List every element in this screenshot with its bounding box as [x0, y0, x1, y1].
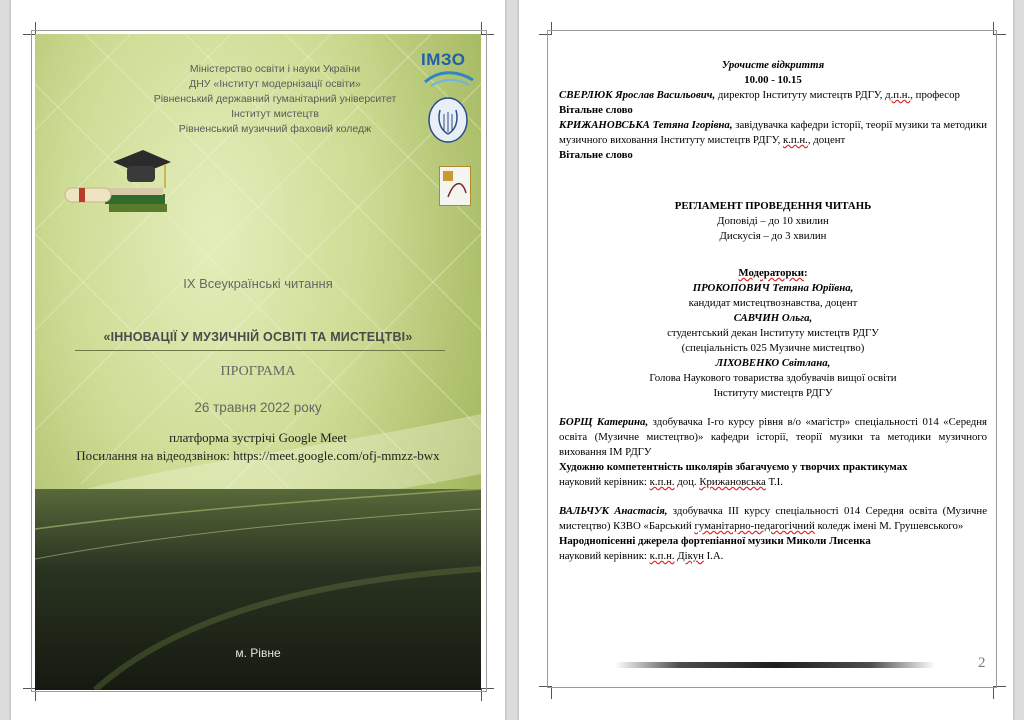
institution-line: Міністерство освіти і науки України: [189, 63, 361, 75]
moderators-heading-text: Модераторки: [738, 267, 804, 279]
moderator-name: ЛІХОВЕНКО Світлана,: [715, 357, 831, 369]
institution-line: Рівненський музичний фаховий коледж: [178, 123, 372, 135]
talk-entry: ВАЛЬЧУК Анастасія, здобувачка ІІІ курсу спеціальності 014 Середня освіта (Музичне мистецтво) КЗВО «Барський гуманітарно-педагогічний коледж імені М. Грушевського»: [559, 505, 987, 532]
moderator-role: кандидат мистецтвознавства, доцент: [688, 297, 858, 309]
talk-supervisor: науковий керівник: к.п.н. Дікун І.А.: [559, 550, 724, 562]
cover-page: [11, 0, 505, 720]
moderators-heading: [559, 266, 987, 281]
talk-entry: [559, 415, 987, 460]
regulations-reports: Доповіді – до 10 хвилин: [717, 215, 829, 227]
talk-speaker-name: ВАЛЬЧУК Анастасія,: [559, 505, 668, 517]
imzo-logo-text: ІМЗО: [421, 50, 466, 69]
page-number: 2: [978, 655, 986, 671]
cover-background: [35, 34, 481, 690]
talk-title: Художню компетентність школярів збагачуємо у творчих практикумах: [559, 461, 908, 473]
speaker-title: , професор: [910, 89, 960, 101]
institution-line: Рівненський державний гуманітарний університет: [153, 93, 397, 105]
speaker-name: СВЕРЛЮК Ярослав Васильович,: [559, 89, 716, 101]
meeting-platform: платформа зустрічі Google Meet: [169, 430, 347, 445]
music-book-icon: [440, 167, 470, 205]
moderator-name: САВЧИН Ольга,: [733, 312, 813, 324]
program-page-2: [519, 0, 1013, 720]
moderator-role: Голова Наукового товариства здобувачів вищої освіти: [649, 372, 897, 384]
lyre-emblem-icon: [427, 96, 469, 144]
speaker-role: директор Інституту мистецтв РДГУ,: [715, 89, 883, 101]
meeting-link[interactable]: Посилання на відеодзвінок: https://meet.google.com/ofj-mmzz-bwx: [76, 448, 440, 463]
talk-speaker-name: БОРЩ Катерина,: [559, 416, 649, 428]
city-label: м. Рівне: [235, 646, 281, 660]
moderators-heading-colon: :: [803, 267, 808, 279]
greeting-label: Вітальне слово: [559, 149, 633, 161]
speaker-degree: к.п.н.: [782, 134, 808, 146]
institutions-block: [115, 62, 435, 137]
program-text: [559, 58, 987, 564]
talk-title: Народнопісенні джерела фортепіанної музики Миколи Лисенка: [559, 535, 871, 547]
imzo-logo: [421, 50, 479, 88]
speaker-entry: [559, 118, 987, 148]
imzo-wave-icon: [421, 70, 479, 88]
speaker-role: завідувачка кафедри історії, теорії музики та методики музичного виховання Інституту мистецтв РДГУ,: [559, 119, 987, 146]
moderator-name: ПРОКОПОВИЧ Тетяна Юріївна,: [692, 282, 854, 294]
talk-supervisor: науковий керівник: к.п.н. доц. Крижановська Т.І.: [559, 476, 783, 488]
regulations-discussion: Дискусія – до 3 хвилин: [719, 230, 827, 242]
speaker-entry: [559, 88, 987, 103]
speaker-degree: д.п.н.: [885, 89, 911, 101]
program-label: ПРОГРАМА: [220, 364, 296, 379]
talk-speaker-desc: здобувачка І-го курсу рівня в/о «магістр» спеціальності 014 «Середня освіта (Музичне мистецтво)» кафедри історії, теорії музики та методики музичного виховання ІМ РДГУ: [559, 416, 987, 458]
opening-time: 10.00 - 10.15: [744, 74, 802, 86]
title-divider: [75, 350, 445, 351]
institution-line: Інститут мистецтв: [231, 108, 319, 120]
moderator-role: Інституту мистецтв РДГУ: [713, 387, 833, 399]
moderator-role: студентський декан Інституту мистецтв РДГУ: [667, 327, 879, 339]
graduation-cap-books-icon: [61, 148, 171, 218]
college-book-logo: [439, 166, 471, 206]
readings-number: IX Всеукраїнські читання: [183, 276, 333, 291]
event-date: 26 травня 2022 року: [194, 400, 322, 415]
institution-line: ДНУ «Інститут модернізації освіти»: [189, 78, 361, 90]
speaker-title: , доцент: [807, 134, 846, 146]
moderator-role: (спеціальність 025 Музичне мистецтво): [681, 342, 865, 354]
opening-heading: Урочисте відкриття: [721, 59, 825, 71]
speaker-name: КРИЖАНОВСЬКА Тетяна Ігорівна,: [559, 119, 733, 131]
regulations-heading: РЕГЛАМЕНТ ПРОВЕДЕННЯ ЧИТАНЬ: [674, 200, 872, 212]
event-title: «ІННОВАЦІЇ У МУЗИЧНІЙ ОСВІТІ ТА МИСТЕЦТВІ»: [103, 330, 413, 344]
footer-decorative-bar: [615, 662, 935, 668]
greeting-label: Вітальне слово: [559, 104, 633, 116]
